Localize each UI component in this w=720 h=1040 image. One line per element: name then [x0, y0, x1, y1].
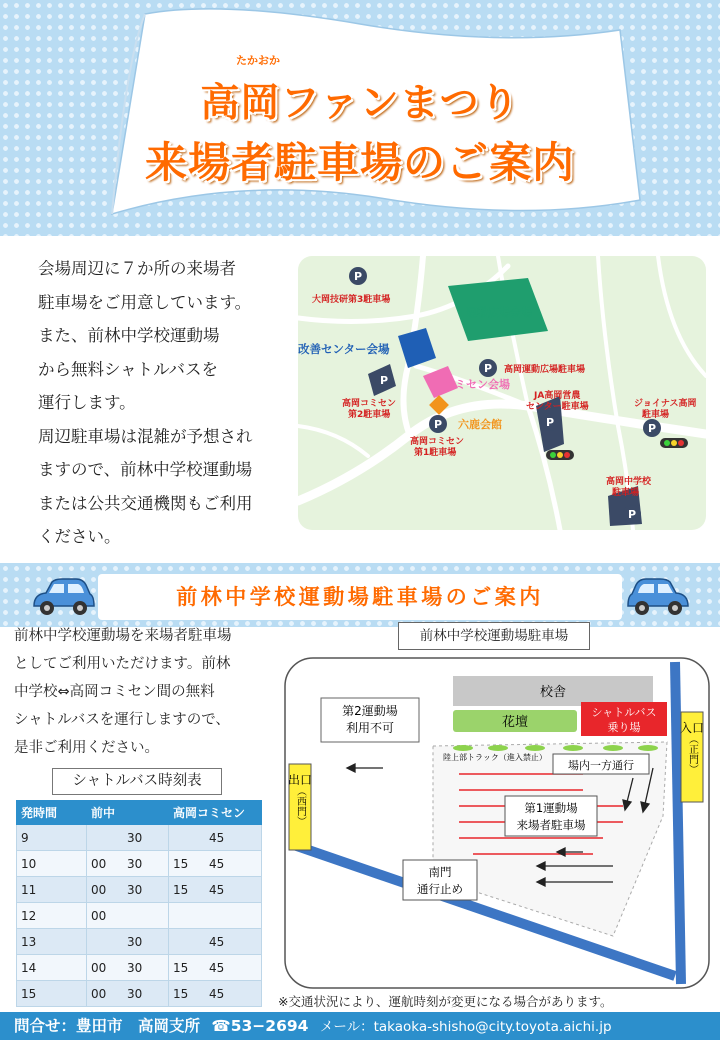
traffic-lights — [546, 438, 688, 460]
section-title: 前林中学校運動場駐車場のご案内 — [176, 585, 544, 609]
map-label-p3b: 第2駐車場 — [348, 410, 391, 420]
section-description — [14, 622, 282, 762]
maenaka-cell: 00 30 — [87, 955, 169, 981]
contact-footer — [0, 1012, 720, 1040]
column-header: 発時間 — [17, 801, 87, 825]
page-title: 高岡ファンまつり — [200, 81, 520, 126]
map-label-p3a: 高岡コミセン — [342, 399, 397, 409]
maenaka-cell: 00 30 — [87, 877, 169, 903]
map-label-p6a: 高岡コミセン — [410, 437, 465, 447]
intro-line: ますので、前林中学校運動場 — [38, 460, 253, 479]
intro-line: また、前林中学校運動場 — [38, 326, 220, 345]
car-icon — [626, 576, 692, 620]
contact-email: メール：takaoka-shisho@city.toyota.aichi.jp — [319, 1019, 612, 1035]
map-label-rokuroku: 六鹿会館 — [458, 418, 502, 431]
ground-2-label-b: 利用不可 — [345, 721, 395, 735]
svg-text:P: P — [380, 374, 389, 387]
table-row — [17, 955, 262, 981]
map-label-p7a: 高岡中学校 — [606, 477, 652, 487]
desc-line: 是非ご利用ください。 — [14, 740, 159, 756]
south-gate-label-a: 南門 — [428, 865, 452, 879]
map-label-p1: 大岡技研第3駐車場 — [312, 295, 391, 305]
ground-1-label-a: 第1運動場 — [524, 801, 578, 815]
timetable-title: シャトルバス時刻表 — [52, 768, 222, 795]
kaizen-center-venue — [398, 328, 436, 368]
comisen-cell — [169, 903, 262, 929]
map-label-p7b: 駐車場 — [612, 488, 640, 498]
comisen-cell: 45 — [169, 825, 262, 851]
desc-line: 前林中学校運動場を来場者駐車場 — [14, 628, 232, 644]
comisen-cell: 15 45 — [169, 981, 262, 1007]
map-label-p2: 高岡運動広場駐車場 — [504, 365, 586, 375]
plan-title: 前林中学校運動場駐車場 — [398, 622, 590, 650]
south-gate-label-b: 通行止め — [417, 882, 463, 896]
ground-2-label-a: 第2運動場 — [342, 704, 398, 718]
table-header-row — [17, 801, 262, 825]
map-label-p4b: センター駐車場 — [526, 402, 589, 412]
hour-cell: 13 — [17, 929, 87, 955]
track-label: 陸上部トラック（進入禁止） — [443, 753, 547, 762]
exit-label-b: （西門） — [294, 786, 306, 826]
contact-office: 問合せ：豊田市 高岡支所 — [14, 1017, 201, 1035]
maenaka-cell: 00 30 — [87, 981, 169, 1007]
flowerbed-label: 花壇 — [501, 715, 529, 730]
hour-cell: 10 — [17, 851, 87, 877]
desc-line: シャトルバスを運行しますので、 — [14, 712, 230, 728]
hour-cell: 14 — [17, 955, 87, 981]
contact-phone: ☎53−2694 — [211, 1017, 309, 1035]
map-label-kaizen: 改善センター会場 — [298, 342, 390, 356]
map-label-p4a: JA高岡営農 — [534, 391, 581, 401]
intro-line: から無料シャトルバスを — [38, 359, 219, 379]
svg-text:P: P — [484, 362, 493, 375]
parking-lot-plan — [283, 656, 711, 990]
maenaka-cell: 30 — [87, 825, 169, 851]
map-label-comisen: コミセン会場 — [444, 378, 510, 391]
oneway-label: 場内一方通行 — [568, 759, 634, 772]
school-label: 校舎 — [539, 685, 567, 700]
svg-text:P: P — [354, 270, 363, 283]
ground-1-label-b: 来場者駐車場 — [516, 818, 586, 832]
area-map-drawing — [298, 256, 706, 530]
area-map — [298, 256, 706, 530]
desc-line: 中学校⇔高岡コミセン間の無料 — [14, 684, 215, 700]
table-row — [17, 929, 262, 955]
column-header: 前中 — [87, 801, 169, 825]
table-row — [17, 981, 262, 1007]
hour-cell: 11 — [17, 877, 87, 903]
notice-text: ※交通状況により、運航時刻が変更になる場合があります。 — [278, 994, 613, 1009]
maenaka-cell: 00 30 — [87, 851, 169, 877]
road-east — [675, 662, 681, 984]
hour-cell: 9 — [17, 825, 87, 851]
svg-text:P: P — [546, 416, 555, 429]
map-label-p5a: ジョイナス高岡 — [634, 399, 697, 409]
title-ruby: たかおか — [236, 54, 280, 67]
comisen-cell: 15 45 — [169, 955, 262, 981]
table-row — [17, 825, 262, 851]
svg-text:P: P — [628, 508, 637, 521]
intro-line: 会場周辺に７か所の来場者 — [38, 259, 236, 278]
svg-text:P: P — [434, 418, 443, 431]
maenaka-cell: 30 — [87, 929, 169, 955]
intro-line: 運行します。 — [38, 393, 136, 412]
desc-line: としてご利用いただけます。前林 — [14, 656, 231, 672]
map-label-p6b: 第1駐車場 — [414, 448, 457, 458]
maenaka-cell: 00 — [87, 903, 169, 929]
car-icon — [30, 576, 96, 620]
comisen-cell: 15 45 — [169, 877, 262, 903]
hour-cell: 15 — [17, 981, 87, 1007]
svg-text:P: P — [648, 422, 657, 435]
entrance-label-b: （正門） — [686, 734, 698, 774]
table-row — [17, 851, 262, 877]
comisen-cell: 45 — [169, 929, 262, 955]
intro-line: 駐車場をご用意しています。 — [38, 292, 252, 312]
table-row — [17, 877, 262, 903]
table-row — [17, 903, 262, 929]
intro-line: 周辺駐車場は混雑が予想され — [38, 426, 253, 446]
entrance-label-a: 入口 — [679, 721, 705, 735]
column-header: 高岡コミセン — [169, 801, 262, 825]
map-label-undo: 運動広場会場 — [466, 306, 532, 319]
intro-text — [38, 252, 288, 554]
shuttle-timetable — [16, 800, 262, 1007]
exit-label-a: 出口 — [287, 773, 313, 787]
comisen-cell: 15 45 — [169, 851, 262, 877]
page-subtitle: 来場者駐車場のご案内 — [144, 138, 575, 187]
intro-line: ください。 — [38, 527, 121, 546]
shuttle-stop-label-b: 乗り場 — [607, 721, 641, 734]
intro-line: または公共交通機関もご利用 — [38, 493, 253, 513]
hour-cell: 12 — [17, 903, 87, 929]
map-label-p5b: 駐車場 — [642, 410, 670, 420]
shuttle-stop-label-a: シャトルバス — [591, 706, 657, 719]
